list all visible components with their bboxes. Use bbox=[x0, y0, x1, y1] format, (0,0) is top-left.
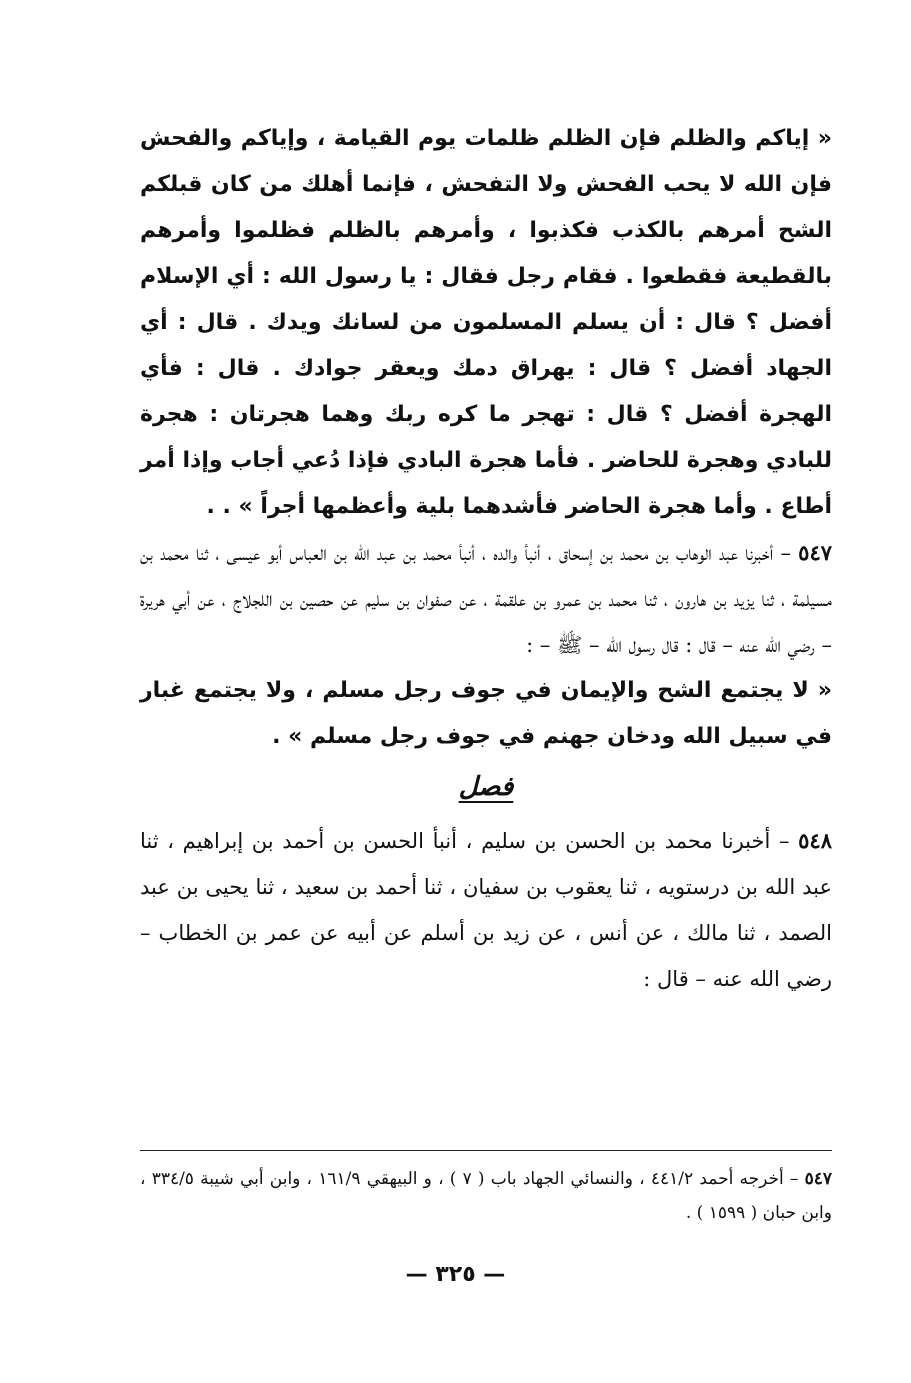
footnote-number: ٥٤٧ bbox=[804, 1169, 833, 1189]
section-heading: فصل bbox=[458, 772, 514, 802]
footnote-divider bbox=[140, 1150, 832, 1151]
isnad-text: – أخبرنا عبد الوهاب بن محمد بن إسحاق ، أنبأ والده ، أنبأ محمد بن عبد الله بن العباس أبو عيسى ، ثنا محمد بن مسيلمة ، ثنا يزيد بن هارون ، ثنا محمد بن عمرو بن علقمة ، عن صفوان بن سليم عن حصين بن اللجلاج ، عن أبي هريرة – رضي الله عنه – قال : قال رسول الله – ﷺ – : bbox=[140, 541, 832, 657]
hadith-text-546-continued: « إياكم والظلم فإن الظلم ظلمات يوم القيامة ، وإياكم والفحش فإن الله لا يحب الفحش ولا التفحش ، فإنما أهلك من كان قبلكم الشح أمرهم بالكذب فكذبوا ، وأمرهم بالظلم فظلموا وأمرهم بالقطيعة فقطعوا . فقام رجل فقال : يا رسول الله : أي الإسلام أفضل ؟ قال : أن يسلم المسلمون من لسانك ويدك . قال : أي الجهاد أفضل ؟ قال : يهراق دمك ويعقر جوادك . قال : فأي الهجرة أفضل ؟ قال : تهجر ما كره ربك وهما هجرتان : هجرة للبادي وهجرة للحاضر . فأما هجرة البادي فإذا دُعي أجاب وإذا أمر أطاع . وأما هجرة الحاضر فأشدهما بلية وأعظمها أجراً » . . bbox=[140, 126, 832, 519]
entry-548-isnad bbox=[140, 818, 832, 1002]
page-body bbox=[140, 116, 832, 1002]
footnote-text: – أخرجه أحمد ٤٤١/٢ ، والنسائي الجهاد باب ( ٧ ) ، و البيهقي ١٦١/٩ ، وابن أبي شيبة ٣٣٤/٥ ، وابن حبان ( ١٥٩٩ ) . bbox=[140, 1169, 832, 1223]
page-number: — ٣٢٥ — bbox=[405, 1262, 506, 1287]
footnote bbox=[140, 1162, 832, 1230]
entry-number: ٥٤٧ bbox=[798, 540, 833, 565]
isnad-text: – أخبرنا محمد بن الحسن بن سليم ، أنبأ الحسن بن أحمد بن إبراهيم ، ثنا عبد الله بن درستويه ، ثنا يعقوب بن سفيان ، ثنا أحمد بن سعيد ، ثنا يحيى بن عبد الصمد ، ثنا مالك ، عن أنس ، عن زيد بن أسلم عن أبيه عن عمر بن الخطاب – رضي الله عنه – قال : bbox=[140, 829, 832, 991]
hadith-text-547: « لا يجتمع الشح والإيمان في جوف رجل مسلم ، ولا يجتمع غبار في سبيل الله ودخان جهنم في جوف رجل مسلم » . bbox=[140, 678, 832, 749]
entry-number: ٥٤٨ bbox=[798, 828, 832, 853]
entry-547-isnad bbox=[140, 530, 832, 668]
